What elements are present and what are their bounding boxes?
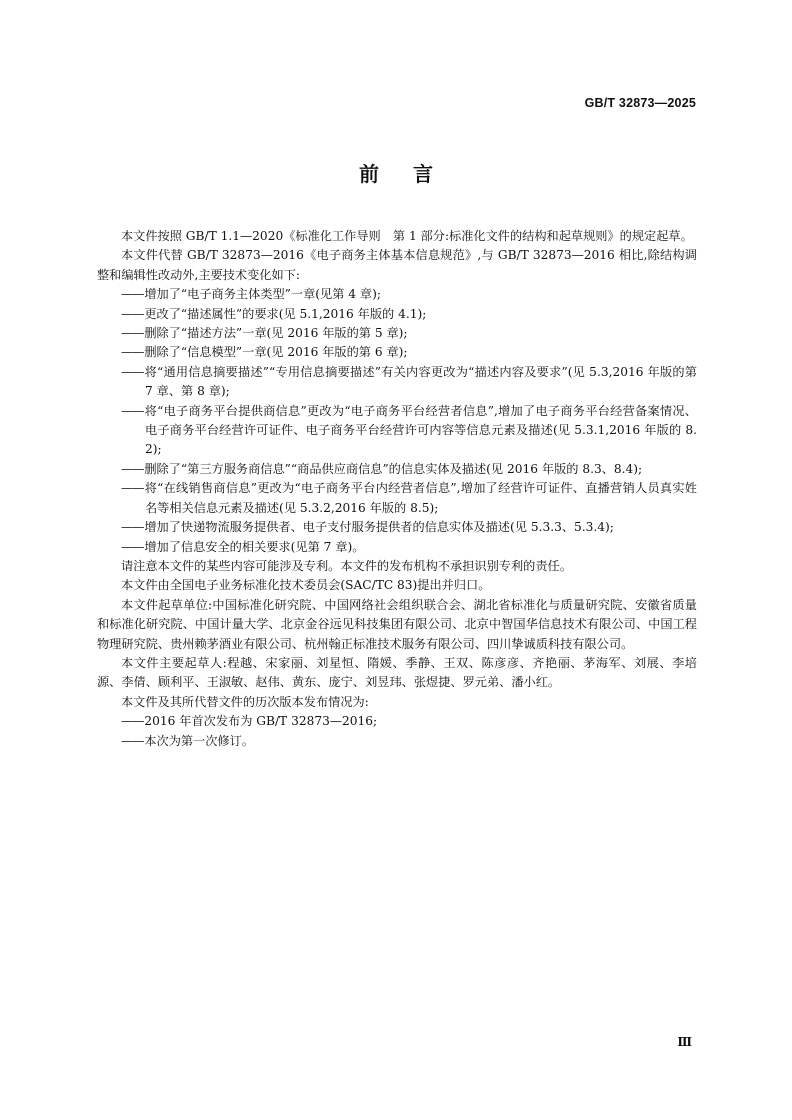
dash-list-item: —— 增加了信息安全的相关要求(见第 7 章)。 <box>97 538 697 557</box>
page-title: 前言 <box>359 162 467 186</box>
dash-list-item: —— 更改了“描述属性”的要求(见 5.1,2016 年版的 4.1); <box>97 305 697 324</box>
dash-list-item: —— 将“在线销售商信息”更改为“电子商务平台内经营者信息”,增加了经营许可证件、直播营销人员真实姓名等相关信息元素及描述(见 5.3.2,2016 年版的 8.5); <box>97 479 697 518</box>
dash-list-item: —— 增加了快递物流服务提供者、电子支付服务提供者的信息实体及描述(见 5.3.3、5.3.4); <box>97 518 697 537</box>
dash-list-item: —— 删除了“描述方法”一章(见 2016 年版的第 5 章); <box>97 324 697 343</box>
paragraph: 本文件及其所代替文件的历次版本发布情况为: <box>121 694 369 709</box>
dash-list-item: —— 本次为第一次修订。 <box>97 732 697 751</box>
paragraph: 本文件主要起草人:程越、宋家丽、刘星恒、隋媛、季静、王双、陈彦彦、齐艳丽、茅海军、刘展、李培源、李倩、顾利平、王淑敏、赵伟、黄东、庞宁、刘昱玮、张煜捷、罗元弟、潘小红。 <box>97 655 697 690</box>
paragraph: 本文件起草单位:中国标准化研究院、中国网络社会组织联合会、湖北省标准化与质量研究院、安徽省质量和标准化研究院、中国计量大学、北京金谷远见科技集团有限公司、北京中智国华信息技术有限公司、中国工程物理研究院、贵州赖茅酒业有限公司、杭州翰正标准技术服务有限公司、四川挚诚质科技有限公司。 <box>97 597 697 651</box>
dash-list-item: —— 删除了“第三方服务商信息”“商品供应商信息”的信息实体及描述(见 2016 年版的 8.3、8.4); <box>97 460 697 479</box>
dash-list-item: —— 2016 年首次发布为 GB/T 32873—2016; <box>97 712 697 731</box>
paragraph: 请注意本文件的某些内容可能涉及专利。本文件的发布机构不承担识别专利的责任。 <box>121 558 572 573</box>
paragraph: 本文件代替 GB/T 32873—2016《电子商务主体基本信息规范》,与 GB/T 32873—2016 相比,除结构调整和编辑性改动外,主要技术变化如下: <box>97 248 697 282</box>
dash-list-item: —— 将“通用信息摘要描述”“专用信息摘要描述”有关内容更改为“描述内容及要求”(见 5.3,2016 年版的第 7 章、第 8 章); <box>97 363 697 402</box>
page-number: Ⅲ <box>677 1035 692 1049</box>
dash-list-item: —— 增加了“电子商务主体类型”一章(见第 4 章); <box>97 285 697 304</box>
paragraph: 本文件由全国电子业务标准化技术委员会(SAC/TC 83)提出并归口。 <box>121 578 491 593</box>
dash-list-item: —— 删除了“信息模型”一章(见 2016 年版的第 6 章); <box>97 343 697 362</box>
standard-code: GB/T 32873—2025 <box>584 96 696 110</box>
document-body <box>97 227 697 751</box>
dash-list-item: —— 将“电子商务平台提供商信息”更改为“电子商务平台经营者信息”,增加了电子商务平台经营备案情况、电子商务平台经营许可证件、电子商务平台经营许可内容等信息元素及描述(见 5.3.1,2016 年版的 8.2); <box>97 402 697 460</box>
paragraph: 本文件按照 GB/T 1.1—2020《标准化工作导则 第 1 部分:标准化文件的结构和起草规则》的规定起草。 <box>121 229 693 243</box>
